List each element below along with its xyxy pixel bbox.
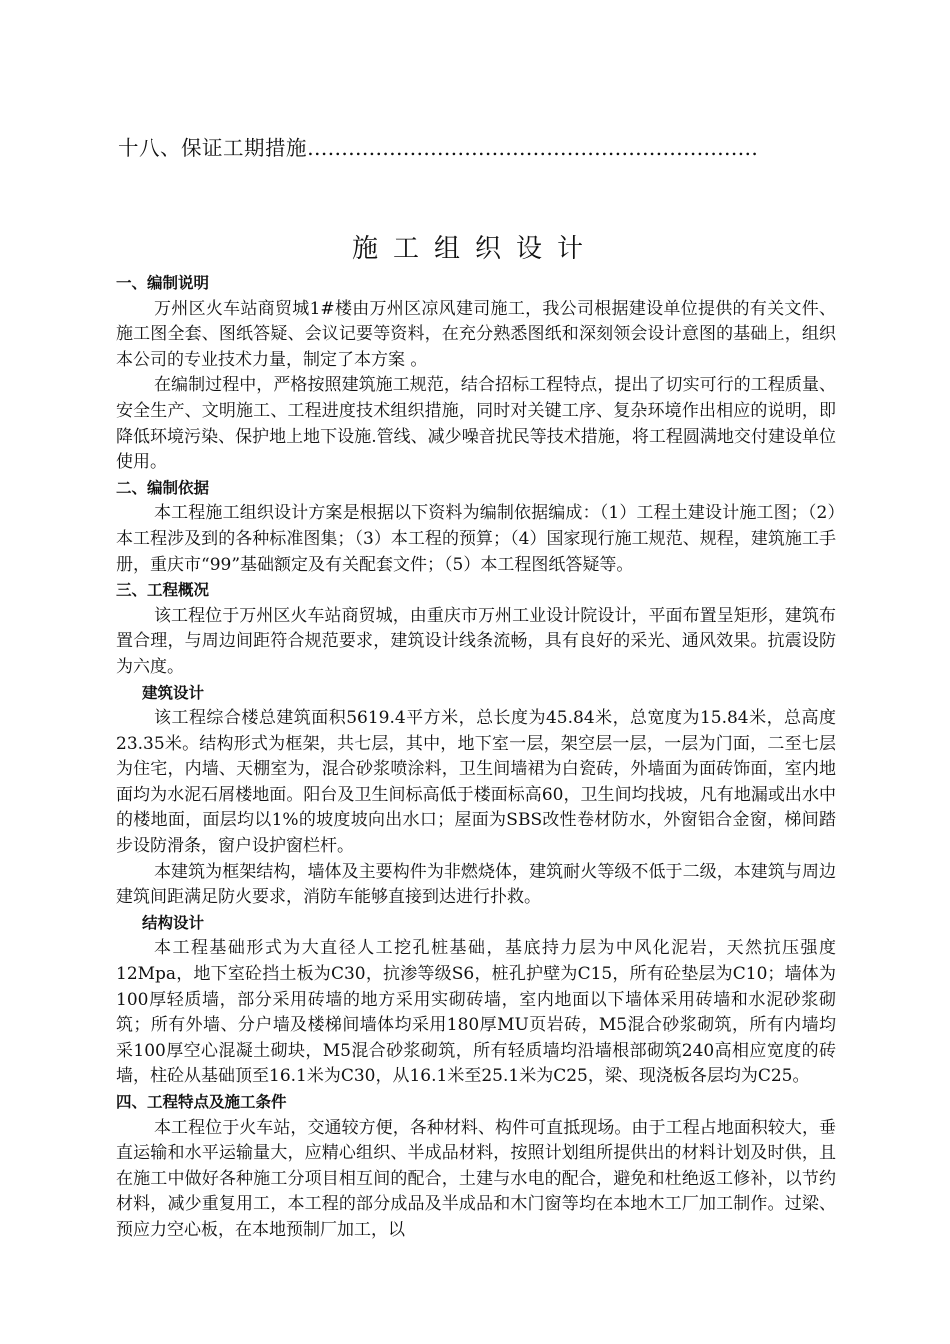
paragraph: 在编制过程中，严格按照建筑施工规范，结合招标工程特点，提出了切实可行的工程质量、安全生产、文明施工、工程进度技术组织措施，同时对关键工序、复杂环境作出相应的说明，即降低环境污染、保护地上地下设施.管线、减少噪音扰民等技术措施，将工程圆满地交付建设单位使用。 — [116, 375, 836, 473]
section-heading-compile-basis: 二、编制依据 — [116, 478, 210, 497]
toc-leader-dots: ………………………………………………………… — [307, 136, 758, 160]
paragraph: 该工程位于万州区火车站商贸城，由重庆市万州工业设计院设计，平面布置呈矩形，建筑布置合理，与周边间距符合规范要求，建筑设计线条流畅，具有良好的采光、通风效果。抗震设防为六度。 — [116, 605, 836, 677]
paragraph: 本工程基础形式为大直径人工挖孔桩基础，基底持力层为中风化泥岩，天然抗压强度12Mpa，地下室砼挡土板为C30，抗渗等级S6，桩孔护壁为C15，所有砼垫层为C10；墙体为100厚轻质墙，部分采用砖墙的地方采用实砌砖墙，室内地面以下墙体采用砖墙和水泥砂浆砌筑；所有外墙、分户墙及楼梯间墙体均采用180厚MU页岩砖，M5混合砂浆砌筑，所有内墙均采100厚空心混凝土砌块，M5混合砂浆砌筑，所有轻质墙均沿墙根部砌筑240高相应宽度的砖墙，柱砼从基础顶至16.1米为C30，从16.1米至25.1米为C25，梁、现浇板各层均为C25。 — [116, 938, 836, 1087]
toc-item-label: 十八、保证工期措施 — [118, 136, 307, 160]
paragraph: 该工程综合楼总建筑面积5619.4平方米，总长度为45.84米，总宽度为15.84米，总高度23.35米。结构形式为框架，共七层，其中，地下室一层，架空层一层，一层为门面，二至七层为住宅，内墙、天棚室为，混合砂浆喷涂料，卫生间墙裙为白瓷砖，外墙面为面砖饰面，室内地面均为水泥石屑楼地面。阳台及卫生间标高低于楼面标高60，卫生间均找坡，凡有地漏或出水中的楼地面，面层均以1%的坡度坡向出水口；屋面为SBS改性卷材防水，外窗铝合金窗，梯间踏步设防滑条，窗户设护窗栏杆。 — [116, 708, 836, 857]
paragraph: 本工程位于火车站，交通较方便，各种材料、构件可直抵现场。由于工程占地面积较大，垂直运输和水平运输量大，应精心组织、半成品材料，按照计划组所提供出的材料计划及时供，且在施工中做好各种施工分项目相互间的配合，土建与水电的配合，避免和杜绝返工修补，以节约材料，减少重复用工，本工程的部分成品及半成品和木门窗等均在本地木工厂加工制作。过梁、预应力空心板，在本地预制厂加工，以 — [116, 1117, 836, 1240]
subheading-architecture-design: 建筑设计 — [142, 683, 205, 702]
section-heading-project-overview: 三、工程概况 — [116, 581, 210, 600]
document-body — [116, 271, 836, 1244]
section-heading-project-features: 四、工程特点及施工条件 — [116, 1093, 287, 1111]
document-title: 施工组织设计 — [351, 234, 598, 264]
section-heading-compile-notes: 一、编制说明 — [116, 274, 210, 292]
paragraph: 万州区火车站商贸城1#楼由万州区凉风建司施工，我公司根据建设单位提供的有关文件、施工图全套、图纸答疑、会议记要等资料，在充分熟悉图纸和深刻领会设计意图的基础上，组织本公司的专业技术力量，制定了本方案 。 — [116, 298, 836, 370]
paragraph: 本工程施工组织设计方案是根据以下资料为编制依据编成：（1）工程土建设计施工图；（2）本工程涉及到的各种标准图集；（3）本工程的预算；（4）国家现行施工规范、规程，建筑施工手册，重庆市“99”基础额定及有关配套文件；（5）本工程图纸答疑等。 — [116, 503, 836, 575]
toc-entry — [118, 131, 758, 161]
paragraph: 本建筑为框架结构，墙体及主要构件为非燃烧体，建筑耐火等级不低于二级，本建筑与周边建筑间距满足防火要求，消防车能够直接到达进行扑救。 — [116, 861, 836, 908]
subheading-structure-design: 结构设计 — [142, 913, 205, 932]
